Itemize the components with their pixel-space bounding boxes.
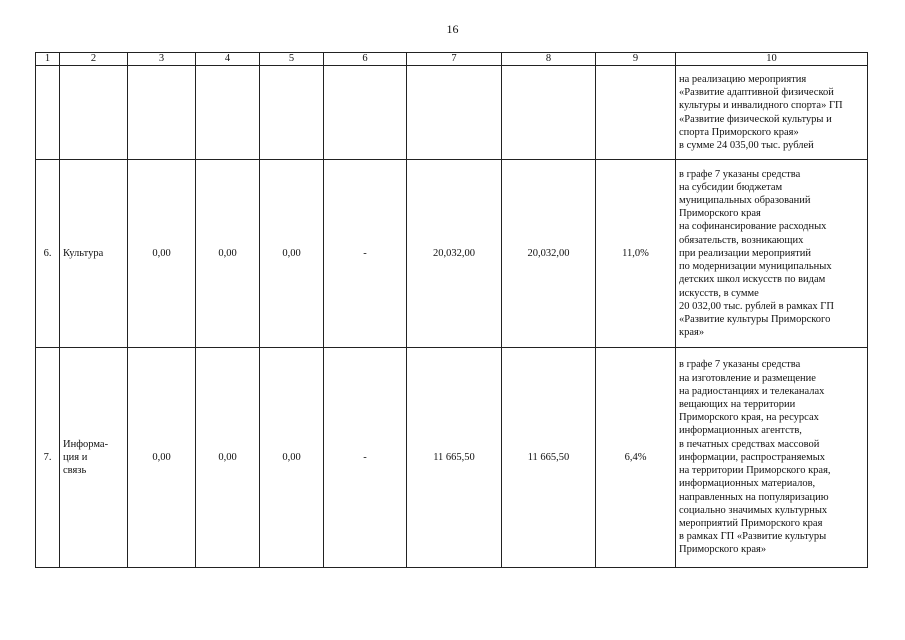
cell-col7: 11 665,50 (407, 348, 502, 568)
row-index (36, 66, 60, 160)
cell-col3: 0,00 (128, 348, 196, 568)
cell-col5: 0,00 (260, 348, 324, 568)
cell-col9: 11,0% (596, 160, 676, 348)
page-number: 16 (446, 22, 459, 36)
cell-col5 (260, 66, 324, 160)
row-note: на реализацию мероприятия «Развитие адаптивной физической культуры и инвалидного спорта» ГП «Развитие физической культуры и спорта Приморского края» в сумме 24 035,00 тыс. рублей (676, 66, 868, 160)
table-row (36, 348, 868, 568)
cell-col4: 0,00 (196, 348, 260, 568)
cell-col6: - (324, 160, 407, 348)
column-header: 9 (596, 53, 676, 66)
table-row (36, 160, 868, 348)
cell-col7 (407, 66, 502, 160)
row-name: Информа- ция и связь (60, 348, 128, 568)
row-index: 6. (36, 160, 60, 348)
cell-col5: 0,00 (260, 160, 324, 348)
cell-col8: 11 665,50 (502, 348, 596, 568)
table-row (36, 66, 868, 160)
cell-col8 (502, 66, 596, 160)
cell-col6: - (324, 348, 407, 568)
cell-col6 (324, 66, 407, 160)
cell-col8: 20,032,00 (502, 160, 596, 348)
cell-col9 (596, 66, 676, 160)
column-header: 7 (407, 53, 502, 66)
column-header: 3 (128, 53, 196, 66)
cell-col4: 0,00 (196, 160, 260, 348)
column-header: 2 (60, 53, 128, 66)
cell-col4 (196, 66, 260, 160)
column-header: 4 (196, 53, 260, 66)
column-header: 10 (676, 53, 868, 66)
column-header: 1 (36, 53, 60, 66)
row-note: в графе 7 указаны средства на изготовление и размещение на радиостанциях и телеканалах вещающих на территории Приморского края, на ресурсах информационных агентств, в печатных средствах массовой информации, распространяемых на территории Приморского края, информационных материалов, направленных на популяризацию социально значимых культурных мероприятий Приморского края в рамках ГП «Развитие культуры Приморского края» (676, 348, 868, 568)
cell-col7: 20,032,00 (407, 160, 502, 348)
row-index: 7. (36, 348, 60, 568)
header-row (36, 53, 868, 66)
cell-col3 (128, 66, 196, 160)
row-name (60, 66, 128, 160)
cell-col9: 6,4% (596, 348, 676, 568)
row-note: в графе 7 указаны средства на субсидии бюджетам муниципальных образований Приморского края на софинансирование расходных обязательств, возникающих при реализации мероприятий по модернизации муниципальных детских школ искусств по видам искусств, в сумме 20 032,00 тыс. рублей в рамках ГП «Развитие культуры Приморского края» (676, 160, 868, 348)
column-header: 8 (502, 53, 596, 66)
column-header: 6 (324, 53, 407, 66)
report-table (35, 52, 868, 568)
column-header: 5 (260, 53, 324, 66)
cell-col3: 0,00 (128, 160, 196, 348)
row-name: Культура (60, 160, 128, 348)
